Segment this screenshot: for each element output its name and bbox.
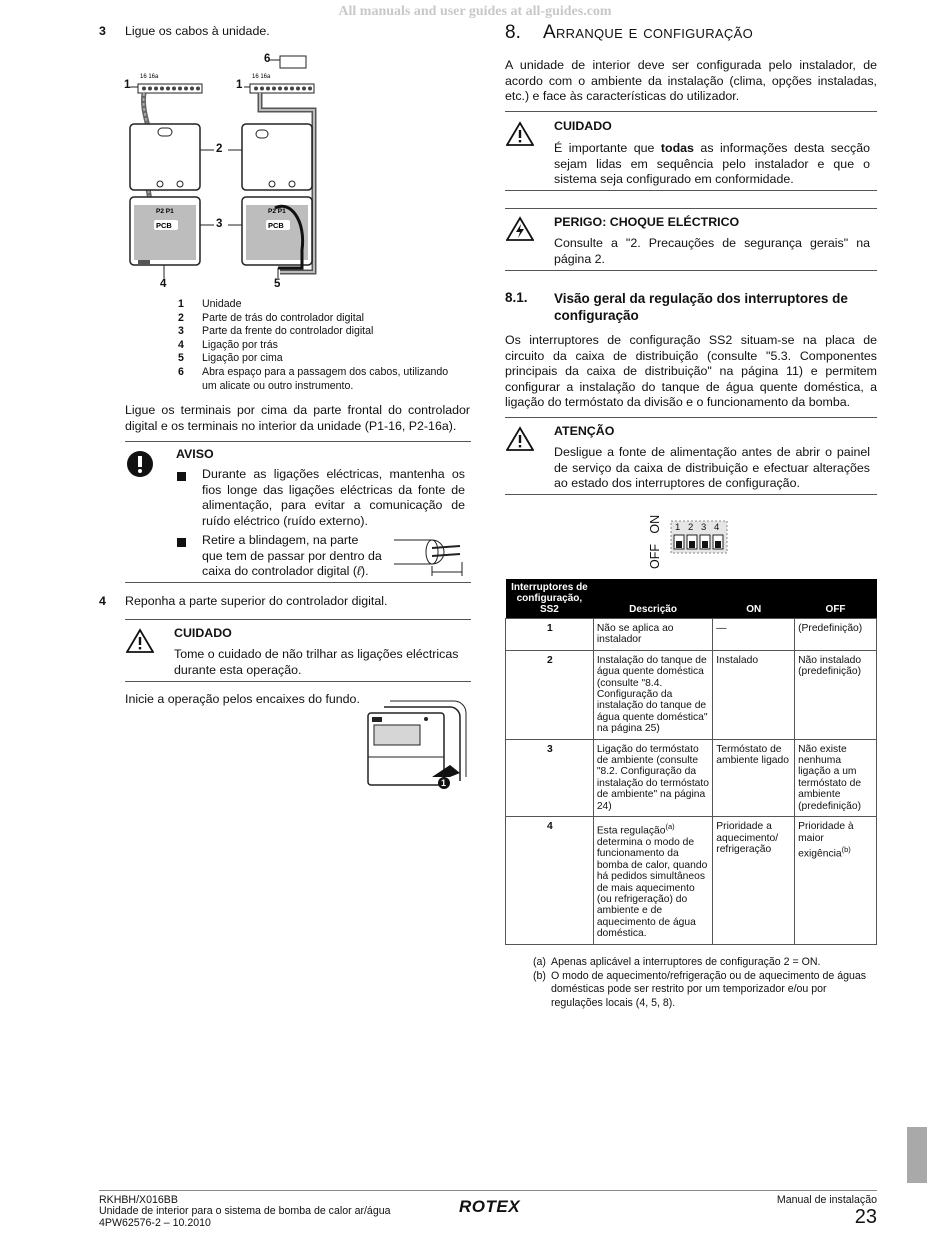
dip-num-2: 2	[688, 522, 694, 533]
divider	[505, 270, 877, 271]
table-row	[506, 619, 877, 651]
table-header-row	[506, 579, 877, 619]
divider	[125, 441, 471, 442]
wiring-figure	[120, 50, 330, 295]
divider	[505, 494, 877, 495]
paragraph-terminals: Ligue os terminais por cima da parte frontal do controlador digital e os terminais no interior da unidade (P1-16, P2-16a).	[125, 403, 470, 433]
cable-shield-drawing	[392, 532, 468, 578]
cuidado-title: CUIDADO	[174, 626, 232, 640]
aviso-title: AVISO	[176, 447, 214, 461]
dip-off-label: OFF	[648, 544, 662, 569]
figure-label-4: 4	[160, 278, 167, 290]
legend-text: Parte da frente do controlador digital	[202, 325, 374, 338]
watermark: All manuals and user guides at all-guides.com	[338, 4, 612, 19]
table-cell: —	[713, 619, 795, 651]
figure-label-6: 6	[264, 53, 271, 65]
legend-text: Ligação por trás	[202, 338, 278, 351]
legend-num: 6	[178, 365, 184, 378]
dip-num-3: 3	[701, 522, 707, 533]
table-cell: (Predefinição)	[795, 619, 877, 651]
atencao-title: ATENÇÃO	[554, 424, 615, 438]
table-header: Descrição	[593, 579, 712, 619]
table-cell: 2	[506, 650, 594, 739]
table-cell: Instalado	[713, 650, 795, 739]
step-text: Reponha a parte superior do controlador digital.	[125, 594, 388, 608]
note-text: O modo de aquecimento/refrigeração ou de aquecimento de águas domésticas pode ser restrito por um temporizador e/ou por regulações locais (4, 5, 8).	[551, 969, 867, 1009]
section-number: 8.	[505, 22, 521, 43]
controller-mount-drawing	[364, 697, 468, 793]
intro-paragraph: A unidade de interior deve ser configurada pelo instalador, de acordo com o ambiente da instalação (clima, opções instaladas, etc.) e face às características do utilizador.	[505, 58, 877, 104]
pcb-label-left: PCB	[156, 221, 172, 230]
figure-label-1a: 1	[124, 79, 131, 91]
footer-manual: Manual de instalação	[776, 1194, 877, 1206]
figure-label-2: 2	[216, 143, 223, 155]
warning-triangle-icon	[506, 426, 534, 452]
svg-text:16 16a: 16 16a	[140, 74, 159, 80]
figure-label-1b: 1	[236, 79, 243, 91]
divider	[505, 208, 877, 209]
warning-triangle-icon	[506, 121, 534, 147]
table-cell: 4	[506, 817, 594, 944]
legend-num: 3	[178, 325, 184, 338]
table-cell: 1	[506, 619, 594, 651]
table-header: Interruptores de configuração, SS2	[506, 579, 594, 619]
exclamation-icon	[126, 450, 154, 478]
figure-label-5: 5	[274, 278, 281, 290]
perigo-title: PERIGO: CHOQUE ELÉCTRICO	[554, 215, 740, 229]
table-cell: Prioridade à maior exigência$^{(b)}$	[795, 817, 877, 944]
divider	[125, 681, 471, 682]
table-notes	[533, 956, 877, 1010]
page-tab-marker	[907, 1127, 927, 1183]
divider	[505, 111, 877, 112]
pcb-label-right: PCB	[268, 221, 284, 230]
subsection-number: 8.1.	[505, 290, 528, 305]
aviso-bullet-1: Durante as ligações eléctricas, mantenha os fios longe das ligações eléctricas da fonte de alimentação, para evitar a comunicação de ruído eléctrico (ruído externo).	[202, 467, 465, 528]
divider	[505, 417, 877, 418]
table-cell: Não instalado (predefinição)	[795, 650, 877, 739]
legend-num: 2	[178, 311, 184, 324]
footer-code: 4PW62576-2 – 10.2010	[99, 1217, 211, 1229]
dip-orientation-labels	[648, 514, 666, 569]
footer-divider	[99, 1190, 877, 1191]
table-header: ON	[713, 579, 795, 619]
note-key: (a)	[533, 956, 546, 968]
perigo-text: Consulte a "2. Precauções de segurança gerais" na página 2.	[554, 236, 870, 266]
inicie-text: Inicie a operação pelos encaixes do fundo.	[125, 692, 360, 706]
legend-text: Ligação por cima	[202, 352, 283, 365]
divider	[125, 619, 471, 620]
divider	[505, 190, 877, 191]
cuidado-title: CUIDADO	[554, 119, 612, 133]
legend-text: Parte de trás do controlador digital	[202, 311, 364, 324]
legend-num: 1	[178, 298, 184, 310]
footer-description: Unidade de interior para o sistema de bomba de calor ar/água	[99, 1205, 391, 1217]
brand-logo: ROTEX	[459, 1197, 521, 1216]
cuidado-text: Tome o cuidado de não trilhar as ligações eléctricas durante esta operação.	[174, 647, 459, 677]
table-cell: Ligação do termóstato de ambiente (consulte "8.2. Configuração da instalação do termóstato de ambiente" na página 24)	[593, 739, 712, 816]
page-number: 23	[854, 1206, 877, 1228]
table-cell: Não existe nenhuma ligação a um termóstato de ambiente (predefinição)	[795, 739, 877, 816]
electric-shock-icon	[506, 216, 534, 242]
note-text: Apenas aplicável a interruptores de configuração 2 = ON.	[551, 956, 821, 968]
step-number: 4	[99, 594, 106, 608]
switch-table	[505, 579, 877, 945]
terminal-label-right: P2 P1	[268, 208, 286, 215]
dip-num-4: 4	[714, 522, 720, 533]
step-number: 3	[99, 24, 106, 38]
table-row	[506, 739, 877, 816]
table-cell: Não se aplica ao instalador	[593, 619, 712, 651]
subsection-title: Visão geral da regulação dos interruptores de configuração	[554, 291, 848, 323]
subsection-paragraph: Os interruptores de configuração SS2 situam-se na placa de circuito da caixa de distribuição (consulte "5.3. Componentes principais da caixa de distribuição" na página 11) e permitem configurar a instalação do tanque de água quente doméstica, a ligação do termóstato da divisão e o funcionamento da bomba.	[505, 333, 877, 410]
table-row	[506, 817, 877, 944]
note-key: (b)	[533, 969, 546, 982]
table-header: OFF	[795, 579, 877, 619]
divider	[125, 582, 471, 583]
atencao-text: Desligue a fonte de alimentação antes de abrir o painel de serviço da caixa de distribuição e efectuar alterações ao estado dos interruptores de configuração.	[554, 445, 870, 491]
table-cell: Termóstato de ambiente ligado	[713, 739, 795, 816]
table-cell: Prioridade a aquecimento/ refrigeração	[713, 817, 795, 944]
table-cell: 3	[506, 739, 594, 816]
legend-num: 4	[178, 338, 184, 351]
section-title: Arranque e configuração	[543, 22, 753, 43]
figure-label-1: 1	[441, 778, 447, 788]
step-text: Ligue os cabos à unidade.	[125, 24, 270, 38]
bullet	[177, 538, 186, 547]
legend-num: 5	[178, 352, 184, 365]
figure-label-3: 3	[216, 218, 223, 230]
aviso-bullet-2: Retire a blindagem, na parte que tem de passar por dentro da caixa do controlador digital (ℓ).	[202, 533, 382, 579]
bullet	[177, 472, 186, 481]
dip-on-label: ON	[648, 514, 662, 534]
warning-triangle-icon	[126, 628, 154, 654]
cuidado-text: É importante que todas as informações desta secção sejam lidas em sequência pelo instalador e que o sistema seja configurado em conformidade.	[554, 141, 870, 187]
dip-num-1: 1	[675, 522, 681, 533]
terminal-label-left: P2 P1	[156, 208, 174, 215]
table-cell: Esta regulação$^{(a)}$ determina o modo de funcionamento da bomba de calor, quando há pedidos simultâneos de mais aquecimento (ou refrigeração) do ambiente e de aquecimento de água doméstica.	[593, 817, 712, 944]
svg-text:16 16a: 16 16a	[252, 74, 271, 80]
table-row	[506, 650, 877, 739]
figure-legend	[178, 298, 453, 393]
legend-text: Abra espaço para a passagem dos cabos, utilizando um alicate ou outro instrumento.	[202, 365, 449, 392]
footer-model: RKHBH/X016BB	[99, 1194, 178, 1206]
table-cell: Instalação do tanque de água quente doméstica (consulte "8.4. Configuração da instalação do tanque de água quente doméstica" na página 25)	[593, 650, 712, 739]
legend-text: Unidade	[202, 298, 242, 310]
